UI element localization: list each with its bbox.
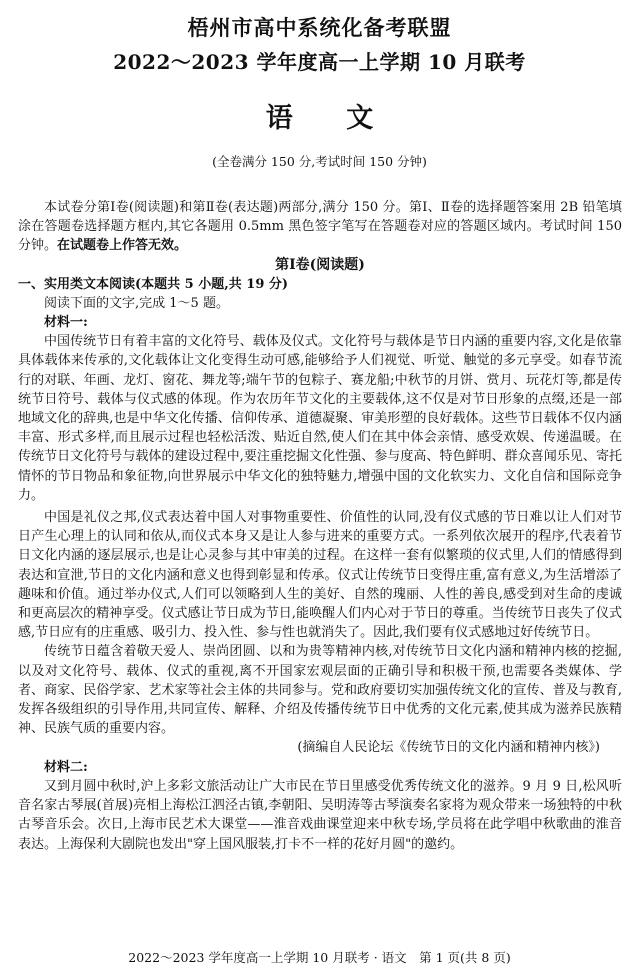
material1-paragraph-2: 中国是礼仪之邦,仪式表达着中国人对事物重要性、价值性的认同,没有仪式感的节日难以让人们对节日产生心理上的认同和依从,而仪式本身又是让人参与进来的重要方式。一系列依次展开的程序,代表着节日文化内涵的逐层展示,也是让心灵参与其中审美的过程。在这样一套有似繁琐的仪式里,人们的情感得到表达和宣泄,节日的文化内涵和意义也得到彰显和传承。仪式让传统节日变得庄重,富有意义,为生活增添了趣味和价值。通过举办仪式,人们可以领略到人生的美好、自然的瑰丽、人性的善良,感受到对生命的虔诚和更高层次的精神享受。仪式感让节日成为节日,能唤醒人们内心对于节日的尊重。当传统节日丧失了仪式感,节日应有的庄重感、吸引力、投入性、参与性也就消失了。因此,我们要有仪式感地过好传统节日。 bbox=[18, 510, 622, 641]
instructions bbox=[18, 198, 622, 256]
alliance-title: 梧州市高中系统化备考联盟 bbox=[187, 15, 452, 40]
instructions-warning: 在试题卷上作答无效。 bbox=[57, 238, 188, 254]
part1-title: 第Ⅰ卷(阅读题) bbox=[275, 256, 365, 273]
section1-directions: 阅读下面的文字,完成 1～5 题。 bbox=[44, 295, 229, 311]
instructions-text: 本试卷分第Ⅰ卷(阅读题)和第Ⅱ卷(表达题)两部分,满分 150 分。第Ⅰ、Ⅱ卷的选择题答案用 2B 铅笔填涂在答题卷选择题方框内,其它各题用 0.5mm 黑色签字笔写在答题卷对应的答题区域内。考试时间 150 分钟。 bbox=[18, 200, 622, 254]
score-time-note: (全卷满分 150 分,考试时间 150 分钟) bbox=[212, 154, 427, 169]
subject-title: 语 文 bbox=[265, 103, 396, 134]
material1-paragraph-1: 中国传统节日有着丰富的文化符号、载体及仪式。文化符号与载体是节日内涵的重要内容,文化是依靠具体载体来传承的,文化载体让文化变得生动可感,能够给予人们视觉、听觉、触觉的多元享受。如春节流行的对联、年画、龙灯、窗花、舞龙等;端午节的包粽子、赛龙船;中秋节的月饼、赏月、玩花灯等,都是传统节日符号、载体与仪式感的体现。作为农历年节文化的主要载体,这不仅是对节日形象的点缀,还是一部地域文化的辞典,也是中华文化传播、信仰传承、道德凝聚、审美形塑的良好载体。这些节日载体不仅内涵丰富、形式多样,而且展示过程也轻松活泼、贴近自然,使人们在其中体会亲情、感受欢娱、传递温暖。在传统节日文化符号与载体的建设过程中,要注重挖掘文化性强、参与度高、特色鲜明、群众喜闻乐见、寄托情怀的节日物品和象征物,向世界展示中华文化的独特魅力,增强中国的文化软实力、文化自信和国际竞争力。 bbox=[18, 334, 622, 503]
page-footer: 2022～2023 学年度高一上学期 10 月联考 · 语文 第 1 页(共 8 页) bbox=[128, 950, 511, 965]
section1-title: 一、实用类文本阅读(本题共 5 小题,共 19 分) bbox=[18, 276, 289, 292]
material1-paragraph-3: 传统节日蕴含着敬天爱人、崇尚团圆、以和为贵等精神内核,对传统节日文化内涵和精神内核的挖掘,以及对文化符号、载体、仪式的重视,离不开国家宏观层面的正确引导和积极干预,也需要各类媒体、学者、商家、民俗学家、艺术家等社会主体的共同参与。党和政府要切实加强传统文化的宣传、普及与教育,发挥各级组织的引导作用,共同宣传、解释、介绍及传播传统节日中优秀的文化元素,使其成为滋养民族精神、民族气质的重要内容。 bbox=[18, 644, 622, 737]
material1-label: 材料一: bbox=[44, 315, 88, 331]
material1-source: (摘编自人民论坛《传统节日的文化内涵和精神内核》) bbox=[297, 740, 600, 756]
exam-title: 2022～2023 学年度高一上学期 10 月联考 bbox=[113, 50, 526, 74]
exam-body bbox=[18, 198, 622, 854]
material2-paragraph-1: 又到月圆中秋时,沪上多彩文旅活动让广大市民在节日里感受优秀传统文化的滋养。9 月 9 日,松风听音名家古琴展(首展)亮相上海松江泗泾古镇,李朝阳、吴明涛等古琴演奏名家将为观众带来一场独特的中秋古琴音乐会。次日,上海市民艺术大课堂——淮音戏曲课堂迎来中秋专场,学员将在此学唱中秋歌曲的淮音表达。上海保利大剧院也发出"穿上国风服装,打卡不一样的花好月圆"的邀约。 bbox=[18, 778, 622, 852]
material2-label: 材料二: bbox=[44, 759, 88, 775]
